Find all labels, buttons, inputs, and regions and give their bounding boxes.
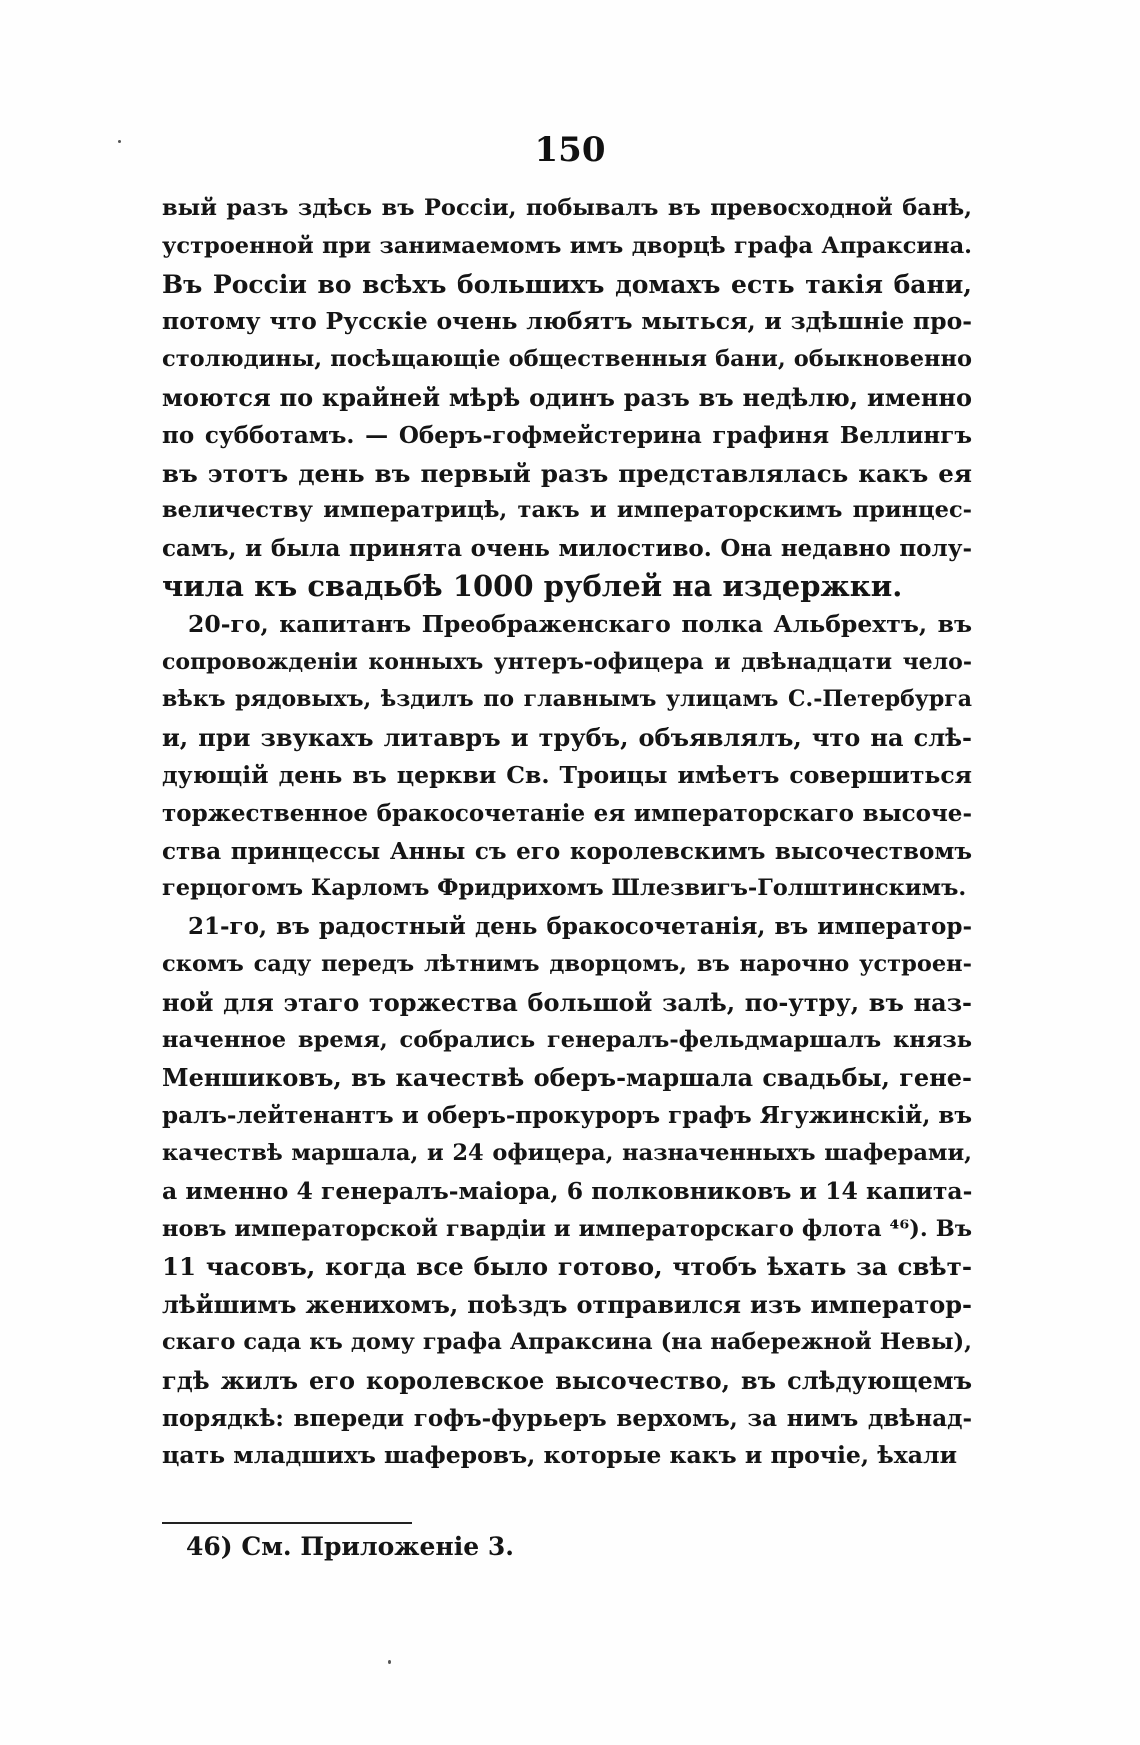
text-line: а именно 4 генералъ-маіора, 6 полковниковъ и 14 капита-: [162, 1176, 972, 1205]
text-line: величеству императрицѣ, такъ и императорскимъ принцес-: [162, 497, 972, 524]
scan-speck: [388, 1660, 391, 1664]
text-line: потому что Русскіе очень любятъ мыться, и здѣшніе про-: [162, 307, 972, 336]
text-line: гдѣ жилъ его королевское высочество, въ слѣдующемъ: [162, 1365, 972, 1395]
text-line: 21-го, въ радостный день бракосочетанія, въ император-: [188, 913, 972, 941]
text-line: ства принцессы Анны съ его королевскимъ высочествомъ: [162, 837, 972, 865]
text-line: самъ, и была принята очень милостиво. Она недавно полу-: [162, 535, 972, 563]
text-line: герцогомъ Карломъ Фридрихомъ Шлезвигъ-Голштинскимъ.: [162, 875, 967, 902]
text-line: скаго сада къ дому графа Апраксина (на набережной Невы),: [162, 1328, 972, 1355]
text-line: 20-го, капитанъ Преображенскаго полка Альбрехтъ, въ: [188, 609, 972, 638]
text-line: устроенной при занимаемомъ имъ дворцѣ графа Апраксина.: [162, 232, 972, 259]
text-line: дующій день въ церкви Св. Троицы имѣетъ совершиться: [162, 760, 972, 789]
text-line: ралъ-лейтенантъ и оберъ-прокуроръ графъ Ягужинскій, въ: [162, 1102, 972, 1130]
text-line: Меншиковъ, въ качествѣ оберъ-маршала свадьбы, гене-: [162, 1063, 972, 1093]
text-line: лѣйшимъ женихомъ, поѣздъ отправился изъ император-: [162, 1290, 972, 1320]
body-text: [162, 190, 972, 1475]
page-number: 150: [534, 130, 606, 170]
text-line: 11 часовъ, когда все было готово, чтобъ ѣхать за свѣт-: [162, 1252, 972, 1282]
footnote-divider: [162, 1522, 412, 1524]
text-line: по субботамъ. — Оберъ-гофмейстерина графиня Веллингъ: [162, 421, 972, 449]
text-line: ной для этаго торжества большой залѣ, по-утру, въ наз-: [162, 987, 972, 1017]
paragraph: [162, 908, 972, 1475]
text-line: вый разъ здѣсь въ Россіи, побывалъ въ превосходной банѣ,: [162, 195, 972, 221]
text-line: и, при звукахъ литавръ и трубъ, объявлялъ, что на слѣ-: [162, 723, 972, 753]
text-line: новъ императорской гвардіи и императорскаго флота ⁴⁶). Въ: [162, 1215, 972, 1242]
text-line: въ этотъ день въ первый разъ представлялась какъ ея: [162, 458, 972, 488]
text-line: порядкѣ: впереди гофъ-фурьеръ верхомъ, за нимъ двѣнад-: [162, 1404, 972, 1432]
text-line: вѣкъ рядовыхъ, ѣздилъ по главнымъ улицамъ С.-Петербурга: [162, 686, 972, 713]
text-line: скомъ саду передъ лѣтнимъ дворцомъ, въ нарочно устроен-: [162, 950, 972, 977]
text-line: наченное время, собрались генералъ-фельдмаршалъ князь: [162, 1026, 972, 1053]
text-line: цать младшихъ шаферовъ, которые какъ и прочіе, ѣхали: [162, 1441, 958, 1470]
text-line: Въ Россіи во всѣхъ большихъ домахъ есть такія бани,: [162, 269, 972, 299]
text-line: сопровожденіи конныхъ унтеръ-офицера и двѣнадцати чело-: [162, 648, 972, 675]
paragraph: [162, 606, 972, 908]
text-line: торжественное бракосочетаніе ея императорскаго высоче-: [162, 799, 972, 827]
text-line: качествѣ маршала, и 24 офицера, назначенныхъ шаферами,: [162, 1139, 972, 1166]
text-line: моются по крайней мѣрѣ одинъ разъ въ недѣлю, именно: [162, 382, 972, 412]
footnote: 46) См. Приложеніе 3.: [186, 1532, 514, 1561]
text-line: чила къ свадьбѣ 1000 рублей на издержки.: [162, 568, 903, 603]
paragraph: [162, 190, 972, 606]
scan-speck: [118, 140, 121, 143]
text-line: столюдины, посѣщающіе общественныя бани, обыкновенно: [162, 346, 972, 373]
